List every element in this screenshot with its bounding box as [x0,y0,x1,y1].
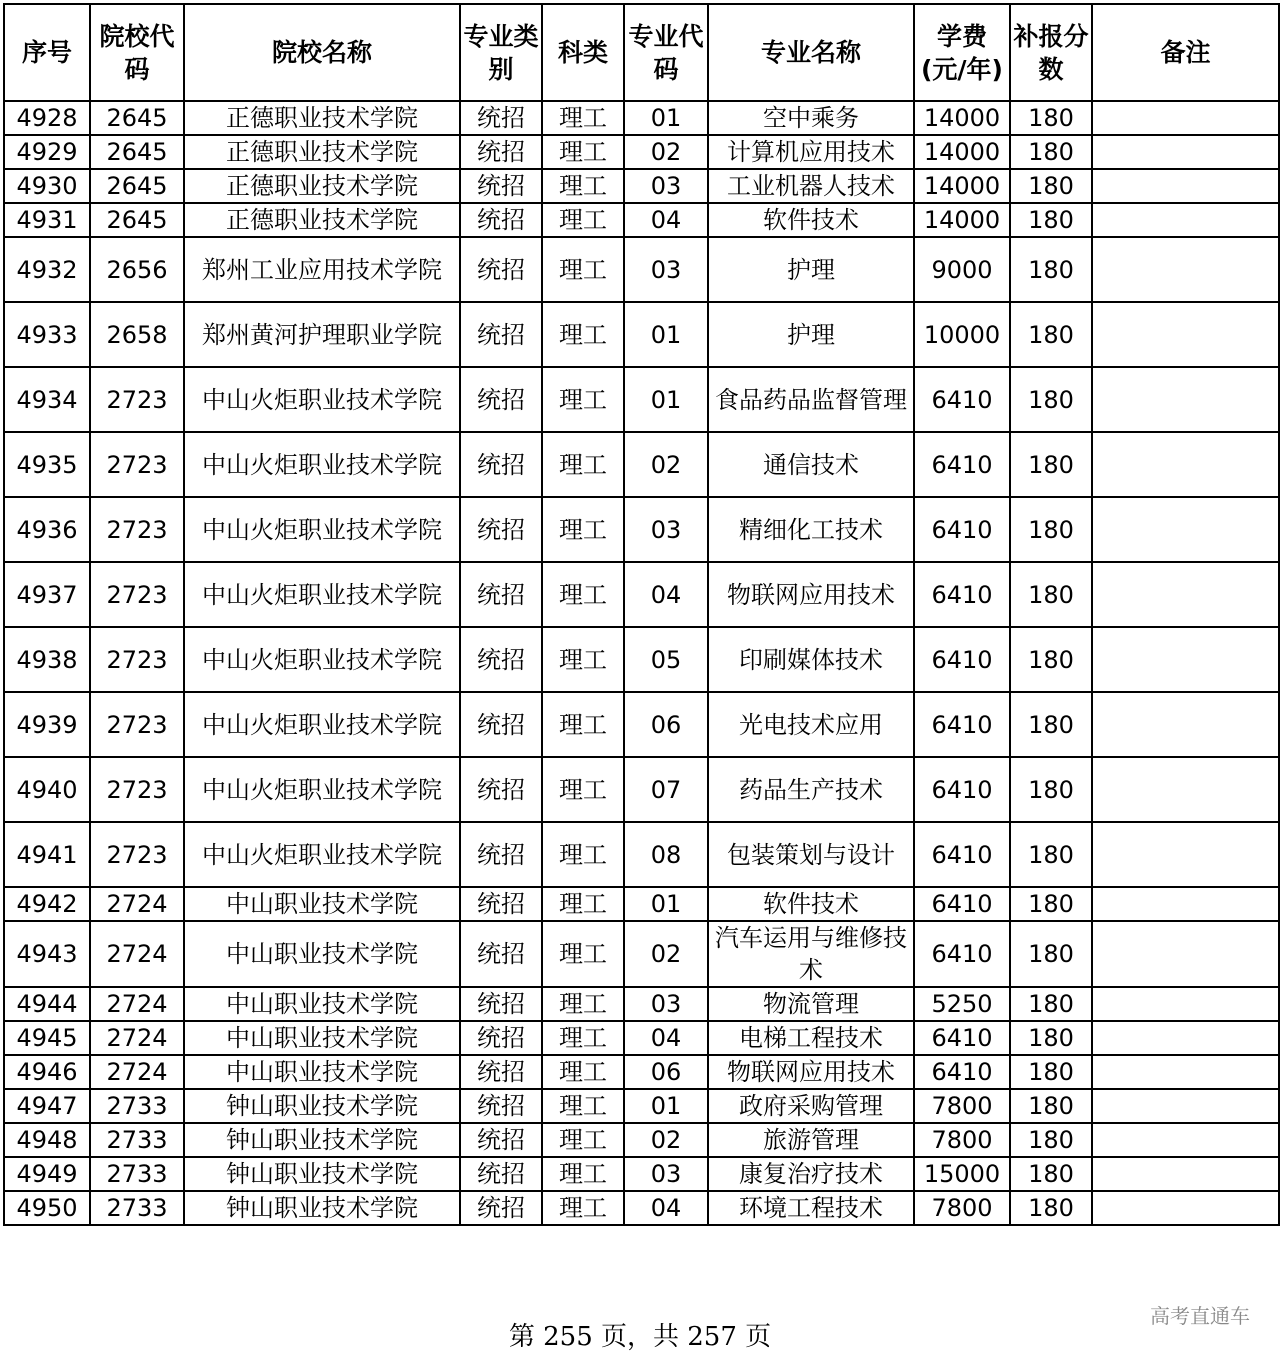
school-name-cell: 中山火炬职业技术学院 [184,367,460,432]
school-code-cell: 2724 [90,887,184,921]
score-cell: 180 [1010,203,1092,237]
seq-cell: 4937 [4,562,90,627]
table-row [4,432,1279,497]
category-cell: 统招 [460,987,542,1021]
seq-cell: 4931 [4,203,90,237]
major-code-cell: 06 [624,1055,708,1089]
table-row [4,692,1279,757]
school-name-cell: 中山职业技术学院 [184,1055,460,1089]
score-cell: 180 [1010,497,1092,562]
school-code-cell: 2723 [90,497,184,562]
school-code-cell: 2723 [90,692,184,757]
subject-cell: 理工 [542,101,624,135]
school-name-cell: 中山火炬职业技术学院 [184,757,460,822]
seq-cell: 4934 [4,367,90,432]
major-name-cell: 物流管理 [708,987,914,1021]
category-cell: 统招 [460,1055,542,1089]
school-name-cell: 中山职业技术学院 [184,887,460,921]
score-cell: 180 [1010,135,1092,169]
category-cell: 统招 [460,1191,542,1225]
header-school-name: 院校名称 [184,4,460,101]
major-code-cell: 08 [624,822,708,887]
category-cell: 统招 [460,887,542,921]
major-name-cell: 汽车运用与维修技术 [708,921,914,987]
major-code-cell: 04 [624,1021,708,1055]
fee-cell: 6410 [914,562,1010,627]
seq-cell: 4946 [4,1055,90,1089]
table-row [4,562,1279,627]
school-name-cell: 郑州黄河护理职业学院 [184,302,460,367]
fee-cell: 10000 [914,302,1010,367]
note-cell [1092,692,1279,757]
note-cell [1092,302,1279,367]
note-cell [1092,135,1279,169]
school-name-cell: 中山职业技术学院 [184,987,460,1021]
major-code-cell: 01 [624,1089,708,1123]
fee-cell: 14000 [914,169,1010,203]
note-cell [1092,367,1279,432]
fee-cell: 5250 [914,987,1010,1021]
header-seq: 序号 [4,4,90,101]
category-cell: 统招 [460,692,542,757]
category-cell: 统招 [460,237,542,302]
school-code-cell: 2724 [90,1055,184,1089]
major-code-cell: 03 [624,1157,708,1191]
major-name-cell: 通信技术 [708,432,914,497]
major-code-cell: 05 [624,627,708,692]
major-name-cell: 印刷媒体技术 [708,627,914,692]
major-code-cell: 01 [624,367,708,432]
major-name-cell: 药品生产技术 [708,757,914,822]
major-code-cell: 02 [624,921,708,987]
header-note: 备注 [1092,4,1279,101]
table-row [4,169,1279,203]
category-cell: 统招 [460,757,542,822]
school-name-cell: 钟山职业技术学院 [184,1089,460,1123]
school-name-cell: 中山职业技术学院 [184,1021,460,1055]
score-cell: 180 [1010,627,1092,692]
score-cell: 180 [1010,1123,1092,1157]
note-cell [1092,1191,1279,1225]
major-name-cell: 环境工程技术 [708,1191,914,1225]
subject-cell: 理工 [542,887,624,921]
table-row [4,497,1279,562]
major-code-cell: 02 [624,135,708,169]
note-cell [1092,887,1279,921]
note-cell [1092,237,1279,302]
score-cell: 180 [1010,692,1092,757]
category-cell: 统招 [460,562,542,627]
score-cell: 180 [1010,562,1092,627]
fee-cell: 7800 [914,1191,1010,1225]
category-cell: 统招 [460,1089,542,1123]
school-code-cell: 2733 [90,1191,184,1225]
fee-cell: 6410 [914,432,1010,497]
table-row [4,1021,1279,1055]
seq-cell: 4938 [4,627,90,692]
school-code-cell: 2656 [90,237,184,302]
category-cell: 统招 [460,1157,542,1191]
subject-cell: 理工 [542,203,624,237]
school-code-cell: 2733 [90,1089,184,1123]
category-cell: 统招 [460,822,542,887]
school-code-cell: 2724 [90,1021,184,1055]
seq-cell: 4939 [4,692,90,757]
score-cell: 180 [1010,1089,1092,1123]
category-cell: 统招 [460,367,542,432]
category-cell: 统招 [460,921,542,987]
subject-cell: 理工 [542,1157,624,1191]
major-name-cell: 空中乘务 [708,101,914,135]
seq-cell: 4932 [4,237,90,302]
fee-cell: 6410 [914,1055,1010,1089]
school-code-cell: 2658 [90,302,184,367]
score-cell: 180 [1010,822,1092,887]
score-cell: 180 [1010,169,1092,203]
table-row [4,757,1279,822]
school-code-cell: 2645 [90,135,184,169]
subject-cell: 理工 [542,627,624,692]
table-row [4,921,1279,987]
school-code-cell: 2724 [90,921,184,987]
subject-cell: 理工 [542,432,624,497]
major-name-cell: 精细化工技术 [708,497,914,562]
seq-cell: 4929 [4,135,90,169]
note-cell [1092,562,1279,627]
fee-cell: 14000 [914,203,1010,237]
note-cell [1092,987,1279,1021]
table-row [4,1191,1279,1225]
school-code-cell: 2733 [90,1123,184,1157]
school-code-cell: 2723 [90,757,184,822]
major-code-cell: 02 [624,1123,708,1157]
table-row [4,1089,1279,1123]
table-row [4,987,1279,1021]
major-code-cell: 01 [624,101,708,135]
category-cell: 统招 [460,203,542,237]
subject-cell: 理工 [542,1191,624,1225]
fee-cell: 15000 [914,1157,1010,1191]
score-cell: 180 [1010,302,1092,367]
school-name-cell: 正德职业技术学院 [184,169,460,203]
major-name-cell: 旅游管理 [708,1123,914,1157]
category-cell: 统招 [460,101,542,135]
table-row [4,101,1279,135]
score-cell: 180 [1010,757,1092,822]
table-row [4,822,1279,887]
header-category: 专业类别 [460,4,542,101]
school-name-cell: 中山火炬职业技术学院 [184,562,460,627]
major-name-cell: 包装策划与设计 [708,822,914,887]
seq-cell: 4944 [4,987,90,1021]
seq-cell: 4942 [4,887,90,921]
category-cell: 统招 [460,627,542,692]
score-cell: 180 [1010,101,1092,135]
school-code-cell: 2723 [90,562,184,627]
header-major-name: 专业名称 [708,4,914,101]
subject-cell: 理工 [542,1021,624,1055]
school-name-cell: 郑州工业应用技术学院 [184,237,460,302]
school-name-cell: 正德职业技术学院 [184,101,460,135]
school-code-cell: 2645 [90,169,184,203]
score-cell: 180 [1010,987,1092,1021]
note-cell [1092,1055,1279,1089]
score-cell: 180 [1010,1157,1092,1191]
major-code-cell: 04 [624,1191,708,1225]
major-code-cell: 06 [624,692,708,757]
major-code-cell: 04 [624,562,708,627]
table-row [4,203,1279,237]
school-name-cell: 中山火炬职业技术学院 [184,822,460,887]
category-cell: 统招 [460,432,542,497]
note-cell [1092,627,1279,692]
score-cell: 180 [1010,237,1092,302]
score-cell: 180 [1010,887,1092,921]
category-cell: 统招 [460,302,542,367]
subject-cell: 理工 [542,237,624,302]
note-cell [1092,1123,1279,1157]
major-code-cell: 03 [624,169,708,203]
fee-cell: 9000 [914,237,1010,302]
subject-cell: 理工 [542,169,624,203]
school-code-cell: 2645 [90,101,184,135]
major-code-cell: 03 [624,497,708,562]
subject-cell: 理工 [542,1089,624,1123]
table-row [4,237,1279,302]
school-name-cell: 中山火炬职业技术学院 [184,692,460,757]
note-cell [1092,1157,1279,1191]
major-name-cell: 软件技术 [708,887,914,921]
school-code-cell: 2723 [90,822,184,887]
subject-cell: 理工 [542,1055,624,1089]
school-name-cell: 中山职业技术学院 [184,921,460,987]
table-row [4,887,1279,921]
seq-cell: 4928 [4,101,90,135]
fee-cell: 7800 [914,1089,1010,1123]
note-cell [1092,757,1279,822]
note-cell [1092,1089,1279,1123]
fee-cell: 14000 [914,101,1010,135]
major-code-cell: 07 [624,757,708,822]
header-major-code: 专业代码 [624,4,708,101]
admission-table [3,3,1280,1226]
major-name-cell: 电梯工程技术 [708,1021,914,1055]
subject-cell: 理工 [542,757,624,822]
watermark: 高考直通车 [1150,1304,1250,1328]
major-name-cell: 物联网应用技术 [708,562,914,627]
major-code-cell: 01 [624,302,708,367]
header-score: 补报分数 [1010,4,1092,101]
major-name-cell: 计算机应用技术 [708,135,914,169]
score-cell: 180 [1010,921,1092,987]
major-name-cell: 物联网应用技术 [708,1055,914,1089]
major-code-cell: 03 [624,237,708,302]
table-row [4,1157,1279,1191]
subject-cell: 理工 [542,987,624,1021]
major-name-cell: 政府采购管理 [708,1089,914,1123]
fee-cell: 6410 [914,497,1010,562]
school-name-cell: 正德职业技术学院 [184,203,460,237]
school-name-cell: 中山火炬职业技术学院 [184,432,460,497]
fee-cell: 6410 [914,887,1010,921]
school-code-cell: 2723 [90,367,184,432]
subject-cell: 理工 [542,367,624,432]
school-code-cell: 2733 [90,1157,184,1191]
note-cell [1092,432,1279,497]
seq-cell: 4947 [4,1089,90,1123]
score-cell: 180 [1010,432,1092,497]
school-name-cell: 正德职业技术学院 [184,135,460,169]
major-name-cell: 工业机器人技术 [708,169,914,203]
major-name-cell: 护理 [708,237,914,302]
seq-cell: 4935 [4,432,90,497]
subject-cell: 理工 [542,562,624,627]
major-name-cell: 康复治疗技术 [708,1157,914,1191]
school-code-cell: 2724 [90,987,184,1021]
major-name-cell: 软件技术 [708,203,914,237]
school-name-cell: 钟山职业技术学院 [184,1191,460,1225]
seq-cell: 4945 [4,1021,90,1055]
seq-cell: 4940 [4,757,90,822]
major-code-cell: 04 [624,203,708,237]
table-row [4,302,1279,367]
category-cell: 统招 [460,497,542,562]
table-row [4,1055,1279,1089]
school-code-cell: 2723 [90,627,184,692]
subject-cell: 理工 [542,692,624,757]
category-cell: 统招 [460,135,542,169]
note-cell [1092,169,1279,203]
school-name-cell: 钟山职业技术学院 [184,1157,460,1191]
major-name-cell: 食品药品监督管理 [708,367,914,432]
subject-cell: 理工 [542,302,624,367]
score-cell: 180 [1010,1191,1092,1225]
note-cell [1092,203,1279,237]
school-code-cell: 2645 [90,203,184,237]
note-cell [1092,497,1279,562]
header-fee: 学费(元/年) [914,4,1010,101]
fee-cell: 14000 [914,135,1010,169]
major-code-cell: 03 [624,987,708,1021]
note-cell [1092,822,1279,887]
seq-cell: 4943 [4,921,90,987]
category-cell: 统招 [460,1123,542,1157]
subject-cell: 理工 [542,497,624,562]
subject-cell: 理工 [542,921,624,987]
category-cell: 统招 [460,169,542,203]
subject-cell: 理工 [542,135,624,169]
note-cell [1092,921,1279,987]
seq-cell: 4936 [4,497,90,562]
seq-cell: 4941 [4,822,90,887]
category-cell: 统招 [460,1021,542,1055]
page-footer: 第 255 页，共 257 页 [508,1322,772,1352]
major-name-cell: 护理 [708,302,914,367]
header-subject: 科类 [542,4,624,101]
seq-cell: 4933 [4,302,90,367]
school-name-cell: 钟山职业技术学院 [184,1123,460,1157]
table-row [4,1123,1279,1157]
header-row [4,4,1279,101]
table-row [4,367,1279,432]
school-name-cell: 中山火炬职业技术学院 [184,627,460,692]
fee-cell: 6410 [914,822,1010,887]
major-code-cell: 02 [624,432,708,497]
fee-cell: 6410 [914,921,1010,987]
note-cell [1092,1021,1279,1055]
note-cell [1092,101,1279,135]
subject-cell: 理工 [542,822,624,887]
table-row [4,627,1279,692]
subject-cell: 理工 [542,1123,624,1157]
score-cell: 180 [1010,1055,1092,1089]
seq-cell: 4949 [4,1157,90,1191]
fee-cell: 6410 [914,692,1010,757]
score-cell: 180 [1010,1021,1092,1055]
seq-cell: 4950 [4,1191,90,1225]
fee-cell: 6410 [914,1021,1010,1055]
fee-cell: 6410 [914,757,1010,822]
school-name-cell: 中山火炬职业技术学院 [184,497,460,562]
fee-cell: 7800 [914,1123,1010,1157]
major-code-cell: 01 [624,887,708,921]
fee-cell: 6410 [914,627,1010,692]
major-name-cell: 光电技术应用 [708,692,914,757]
header-school-code: 院校代码 [90,4,184,101]
seq-cell: 4948 [4,1123,90,1157]
table-row [4,135,1279,169]
score-cell: 180 [1010,367,1092,432]
school-code-cell: 2723 [90,432,184,497]
seq-cell: 4930 [4,169,90,203]
fee-cell: 6410 [914,367,1010,432]
